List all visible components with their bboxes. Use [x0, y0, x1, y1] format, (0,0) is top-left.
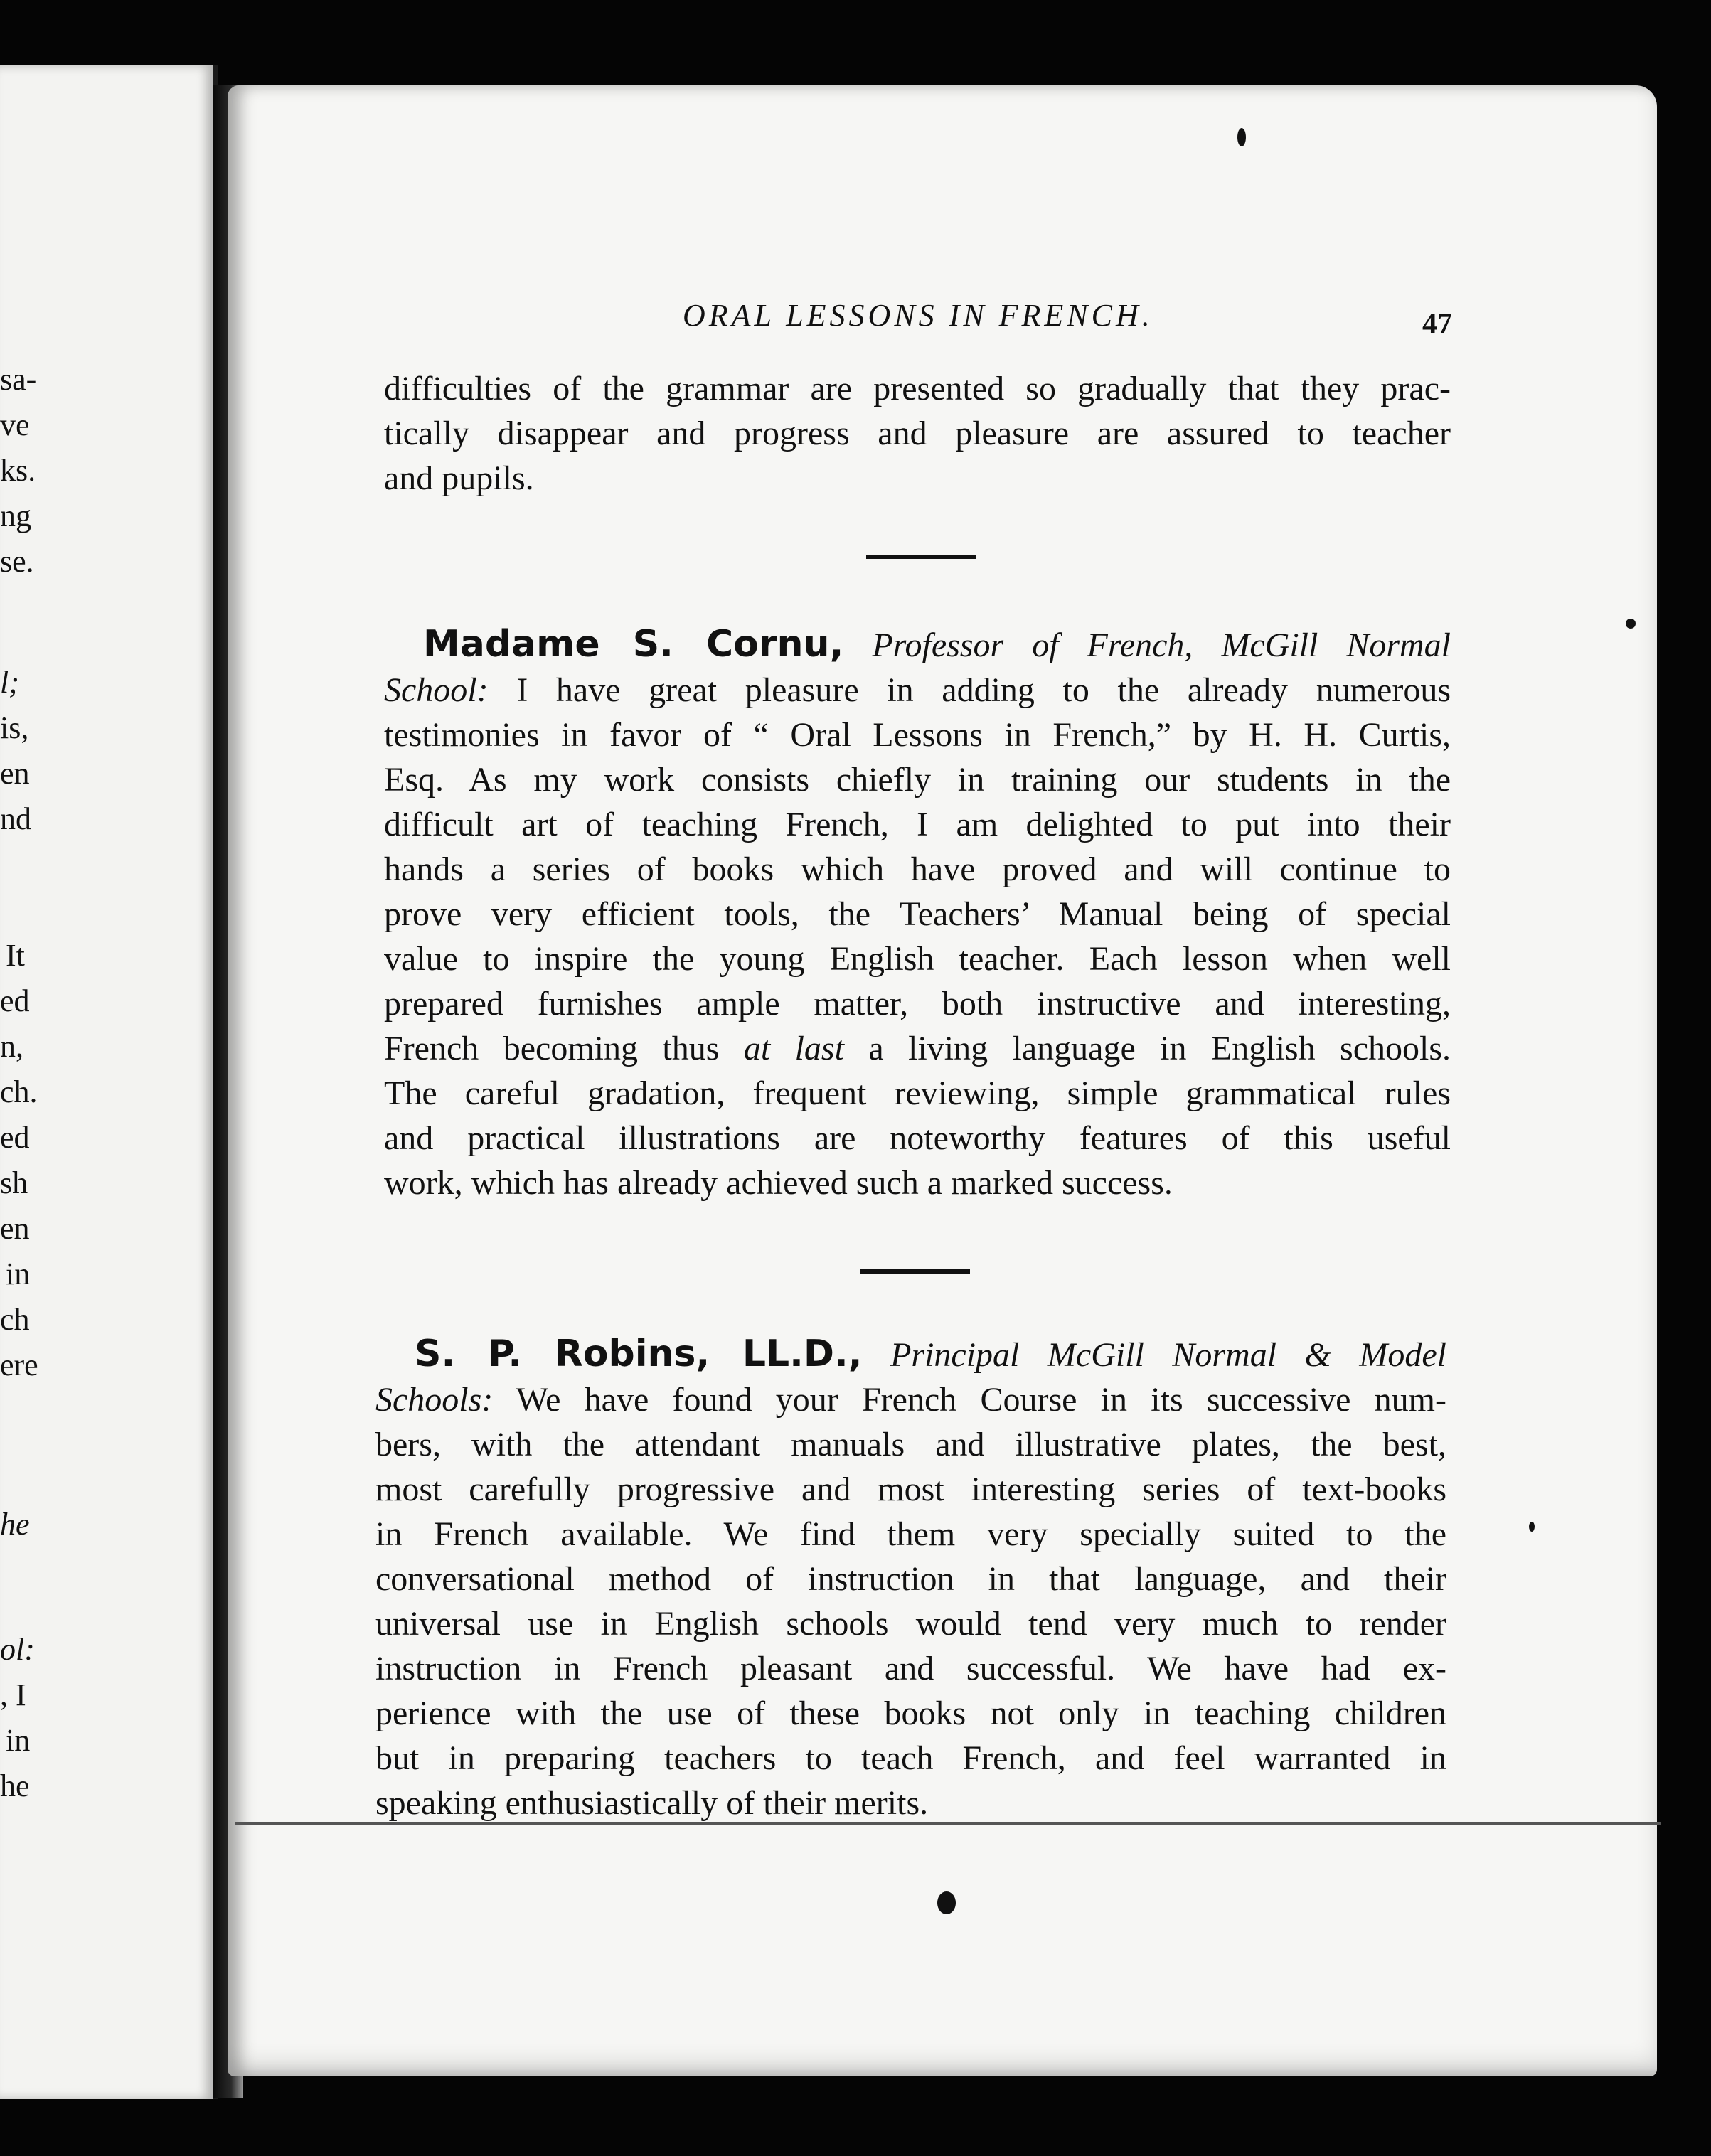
left-fragment: ch: [0, 1302, 30, 1337]
text-line: hands a series of books which have proved and will continue to: [384, 850, 1451, 888]
text-line: prepared furnishes ample matter, both instructive and interesting,: [384, 985, 1451, 1023]
emphasis-text: at last: [743, 1030, 844, 1067]
text-line: most carefully progressive and most interesting series of text-books: [375, 1471, 1446, 1508]
text-line: perience with the use of these books not only in teaching children: [375, 1695, 1446, 1732]
left-fragment: sh: [0, 1165, 28, 1200]
left-fragment: ed: [0, 1120, 30, 1155]
text-line: tically disappear and progress and pleasure are assured to teacher: [384, 415, 1451, 452]
text-line: [384, 1026, 1451, 1071]
text-line: instruction in French pleasant and successful. We have had ex-: [375, 1650, 1446, 1687]
page-number: 47: [1422, 308, 1452, 341]
left-fragment: It: [6, 938, 25, 973]
testimonial-heading-line: [375, 1332, 1446, 1377]
text-line: value to inspire the young English teacher. Each lesson when well: [384, 940, 1451, 978]
left-fragment: se.: [0, 544, 34, 579]
speaker-title: Professor of French, McGill Normal: [872, 626, 1451, 664]
left-fragment: he: [0, 1768, 30, 1803]
text-segment: a living language in English schools.: [868, 1030, 1451, 1067]
left-fragment: he: [0, 1507, 30, 1542]
text-line: prove very efficient tools, the Teachers’ Manual being of special: [384, 895, 1451, 933]
speaker-title: Principal McGill Normal & Model: [890, 1336, 1446, 1374]
left-fragment: ch.: [0, 1074, 38, 1109]
left-fragment: ng: [0, 498, 31, 533]
text-segment: We have found your French Course in its successive num-: [516, 1381, 1447, 1419]
left-fragment: , I: [0, 1677, 26, 1712]
speaker-title-cont: School:: [384, 671, 489, 709]
text-line: speaking enthusiastically of their merits.: [375, 1784, 929, 1822]
left-fragment: is,: [0, 710, 29, 745]
speaker-title-cont: Schools:: [375, 1381, 494, 1419]
left-fragment: ks.: [0, 453, 36, 488]
section-divider: [866, 555, 976, 559]
scan-speck: [1237, 128, 1246, 146]
text-line: The careful gradation, frequent reviewing, simple grammatical rules: [384, 1074, 1451, 1112]
text-line: conversational method of instruction in that language, and their: [375, 1560, 1446, 1598]
text-line: [384, 668, 1451, 713]
text-line: [375, 1377, 1446, 1422]
page-bottom-line: [235, 1822, 1661, 1825]
left-fragment: sa-: [0, 362, 37, 397]
testimonial-heading-line: [384, 622, 1451, 668]
speaker-name: Madame S. Cornu,: [423, 623, 844, 666]
text-line: Esq. As my work consists chiefly in training our students in the: [384, 761, 1451, 799]
text-segment: French becoming thus: [384, 1030, 720, 1067]
left-fragment: in: [6, 1723, 31, 1758]
left-fragment: nd: [0, 801, 31, 836]
speaker-name: S. P. Robins, LL.D.,: [415, 1333, 863, 1375]
left-fragment: in: [6, 1256, 31, 1291]
section-divider: [860, 1269, 970, 1274]
left-fragment: en: [0, 756, 30, 791]
text-line: and practical illustrations are noteworthy features of this useful: [384, 1119, 1451, 1157]
text-line: but in preparing teachers to teach French, and feel warranted in: [375, 1739, 1446, 1777]
left-fragment: en: [0, 1211, 30, 1246]
scan-speck: [937, 1891, 956, 1914]
text-line: difficult art of teaching French, I am delighted to put into their: [384, 806, 1451, 843]
left-fragment: ve: [0, 407, 30, 442]
scan-speck: [1529, 1522, 1535, 1532]
text-line: testimonies in favor of “ Oral Lessons in French,” by H. H. Curtis,: [384, 716, 1451, 754]
text-line: universal use in English schools would tend very much to render: [375, 1605, 1446, 1643]
scan-speck: [1626, 619, 1636, 629]
text-line: in French available. We find them very specially suited to the: [375, 1515, 1446, 1553]
left-fragment: l;: [0, 665, 19, 700]
text-line: and pupils.: [384, 459, 534, 497]
left-fragment: n,: [0, 1029, 23, 1064]
left-fragment: ere: [0, 1348, 38, 1382]
testimonial-robins: [375, 1332, 1446, 1825]
testimonial-cornu: [384, 622, 1451, 1205]
text-line: work, which has already achieved such a marked success.: [384, 1164, 1173, 1202]
left-fragment: ol:: [0, 1632, 35, 1667]
text-line: bers, with the attendant manuals and illustrative plates, the best,: [375, 1426, 1446, 1463]
left-fragment: ed: [0, 983, 30, 1018]
intro-paragraph: [384, 366, 1451, 501]
left-facing-page: [0, 65, 218, 2099]
text-line: difficulties of the grammar are presented so gradually that they prac-: [384, 370, 1451, 407]
running-header: ORAL LESSONS IN FRENCH.: [683, 298, 1153, 333]
text-segment: I have great pleasure in adding to the already numerous: [516, 671, 1451, 709]
